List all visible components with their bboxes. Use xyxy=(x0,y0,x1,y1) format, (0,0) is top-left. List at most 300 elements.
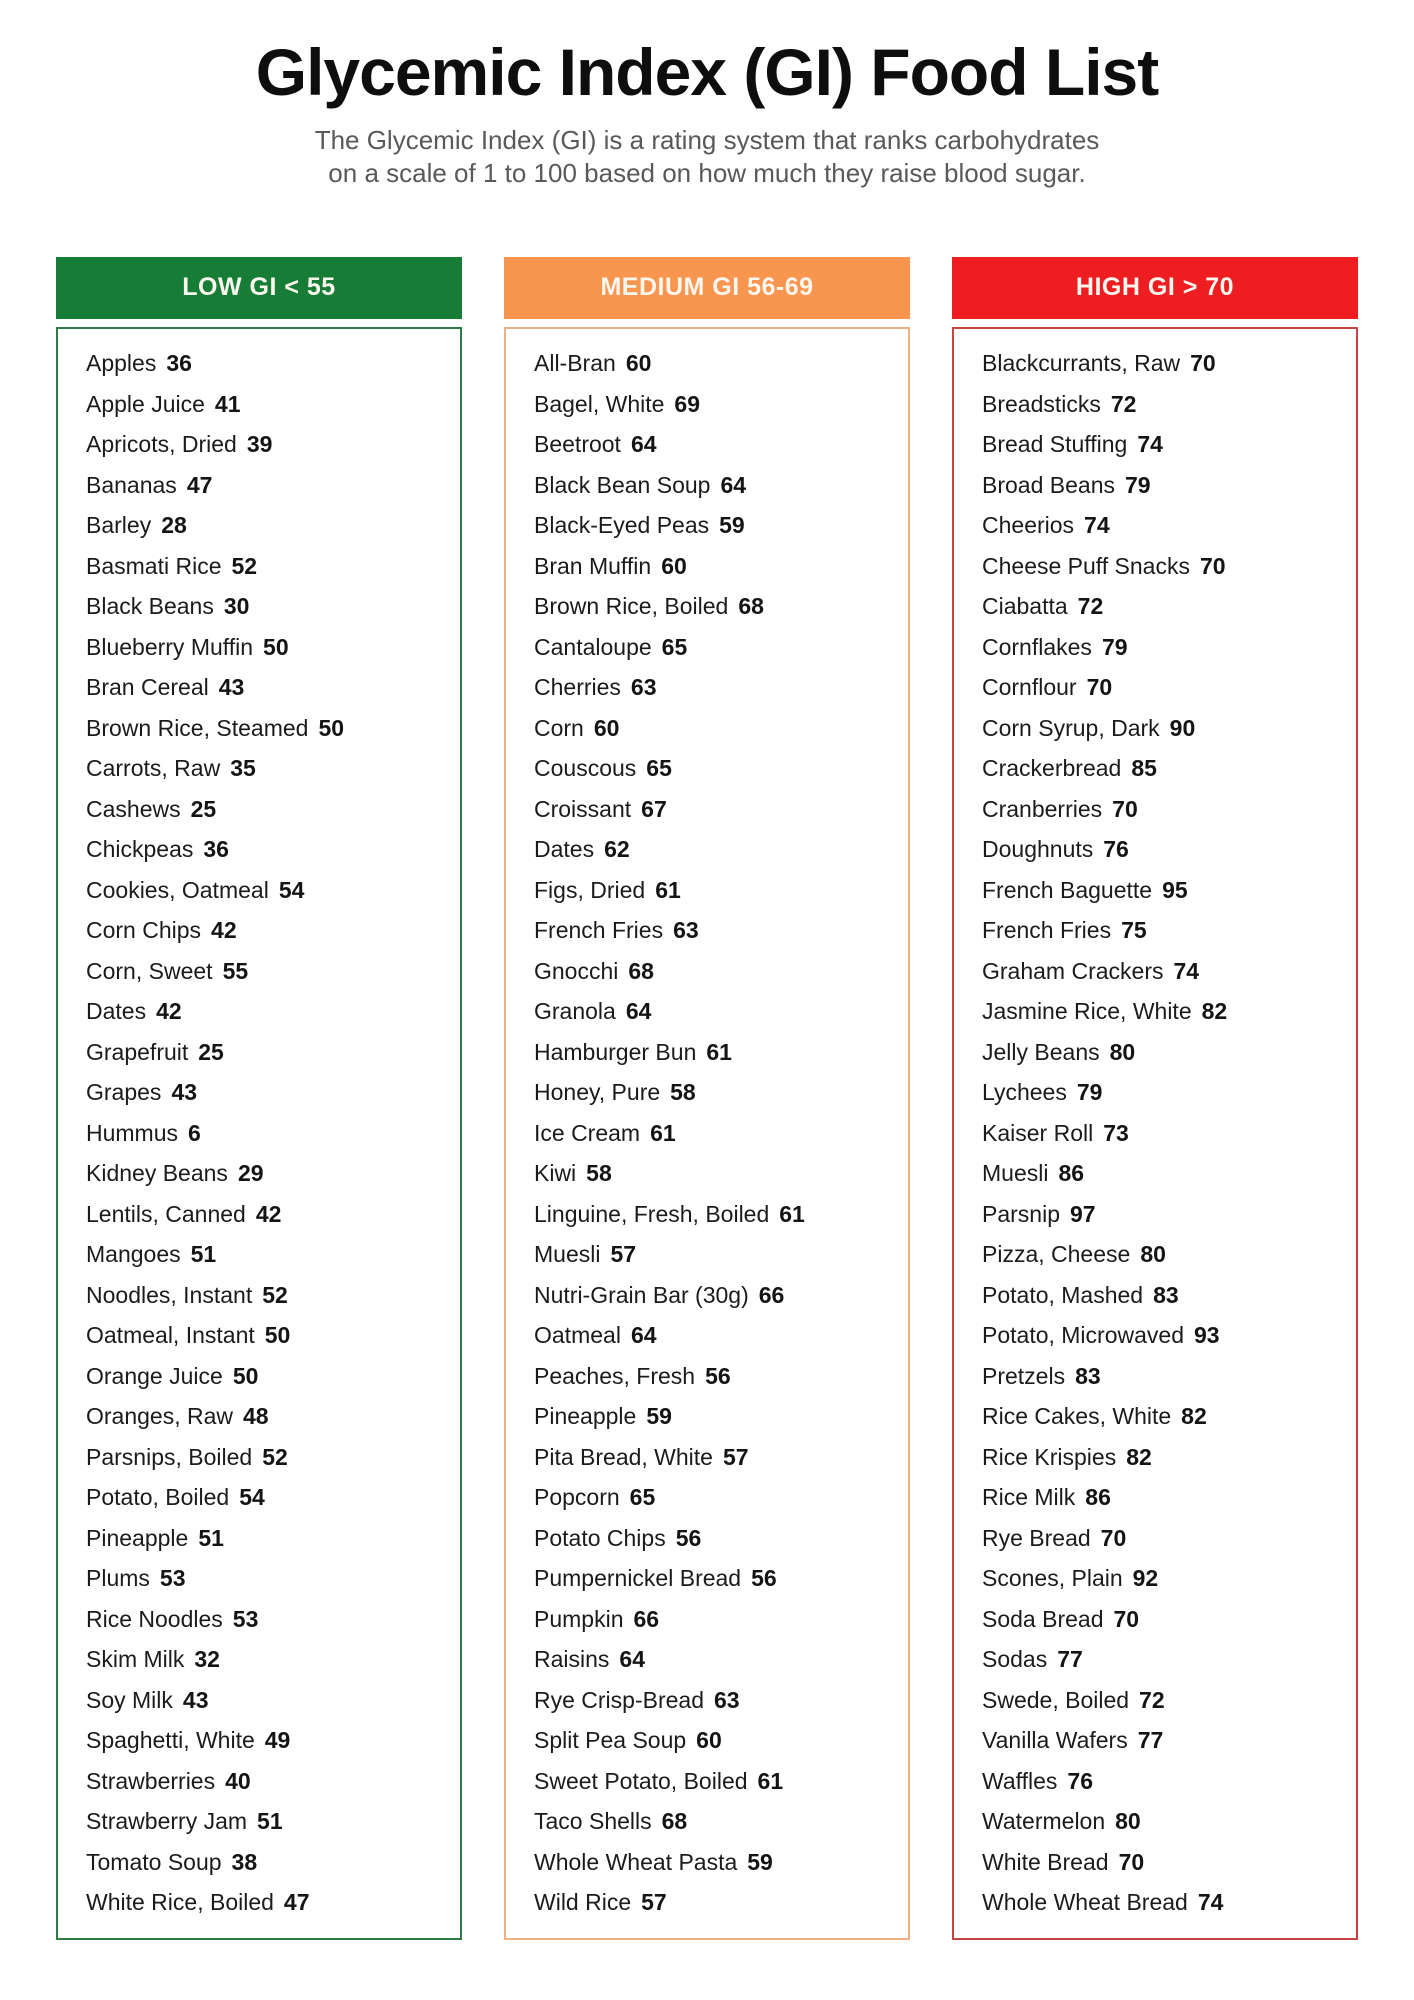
food-item xyxy=(86,593,450,620)
food-item xyxy=(534,1201,898,1228)
food-gi-value: 25 xyxy=(198,1038,224,1065)
food-gi-value: 95 xyxy=(1162,876,1188,903)
food-item xyxy=(86,1849,450,1876)
food-gi-value: 53 xyxy=(232,1605,259,1632)
food-name: Corn Chips xyxy=(86,917,202,944)
food-name: Dates xyxy=(534,836,595,863)
food-name: Parsnip xyxy=(982,1200,1060,1227)
food-gi-value: 36 xyxy=(203,836,229,863)
food-item xyxy=(86,1403,450,1430)
column-box-low xyxy=(56,327,462,1940)
food-name: Split Pea Soup xyxy=(534,1727,687,1754)
column-high-gi xyxy=(952,257,1358,1940)
food-name: Couscous xyxy=(534,755,637,782)
food-item xyxy=(86,1201,450,1228)
food-item xyxy=(982,350,1346,377)
food-name: Corn xyxy=(534,714,584,741)
food-item xyxy=(534,1889,898,1916)
column-box-medium xyxy=(504,327,910,1940)
food-name: French Fries xyxy=(982,917,1112,944)
food-item xyxy=(86,1808,450,1835)
food-gi-value: 80 xyxy=(1109,1038,1136,1065)
food-gi-value: 52 xyxy=(262,1443,288,1470)
food-gi-value: 60 xyxy=(593,714,620,741)
food-item xyxy=(982,755,1346,782)
food-name: Scones, Plain xyxy=(982,1565,1123,1592)
food-item xyxy=(534,674,898,701)
food-item xyxy=(86,391,450,418)
food-item xyxy=(534,1768,898,1795)
food-item xyxy=(86,634,450,661)
food-name: Gnocchi xyxy=(534,957,619,984)
food-gi-value: 64 xyxy=(625,998,652,1025)
food-gi-value: 66 xyxy=(758,1281,785,1308)
food-item xyxy=(534,1282,898,1309)
food-item xyxy=(982,1889,1346,1916)
food-gi-value: 58 xyxy=(670,1079,696,1106)
food-item xyxy=(982,1241,1346,1268)
food-item xyxy=(86,1160,450,1187)
food-name: Chickpeas xyxy=(86,836,194,863)
food-item xyxy=(982,1606,1346,1633)
food-name: French Fries xyxy=(534,917,664,944)
food-name: Ice Cream xyxy=(534,1119,641,1146)
food-name: Cantaloupe xyxy=(534,633,652,660)
food-item xyxy=(534,634,898,661)
food-name: Raisins xyxy=(534,1646,610,1673)
food-item xyxy=(982,1727,1346,1754)
food-item xyxy=(86,1646,450,1673)
food-gi-value: 59 xyxy=(646,1403,672,1430)
food-gi-value: 50 xyxy=(263,633,289,660)
food-gi-value: 64 xyxy=(619,1646,646,1673)
food-item xyxy=(982,1444,1346,1471)
food-name: Hamburger Bun xyxy=(534,1038,697,1065)
food-item xyxy=(534,1646,898,1673)
column-header-low xyxy=(56,257,462,319)
food-name: Strawberry Jam xyxy=(86,1808,248,1835)
food-gi-value: 61 xyxy=(706,1038,732,1065)
food-item xyxy=(86,715,450,742)
food-gi-value: 82 xyxy=(1201,998,1228,1025)
food-gi-value: 70 xyxy=(1118,1848,1145,1875)
food-gi-value: 50 xyxy=(232,1362,259,1389)
food-item xyxy=(534,836,898,863)
food-name: Parsnips, Boiled xyxy=(86,1443,253,1470)
food-name: Ciabatta xyxy=(982,593,1068,620)
food-name: Kiwi xyxy=(534,1160,577,1187)
food-item xyxy=(982,1849,1346,1876)
food-gi-value: 86 xyxy=(1085,1484,1111,1511)
food-gi-value: 70 xyxy=(1113,1605,1140,1632)
food-gi-value: 80 xyxy=(1115,1808,1141,1835)
food-name: Taco Shells xyxy=(534,1808,652,1835)
food-gi-value: 57 xyxy=(722,1443,749,1470)
food-name: Bran Muffin xyxy=(534,552,652,579)
food-item xyxy=(982,593,1346,620)
food-item xyxy=(86,350,450,377)
food-gi-value: 48 xyxy=(243,1403,269,1430)
food-name: Blueberry Muffin xyxy=(86,633,254,660)
food-name: Waffles xyxy=(982,1767,1058,1794)
food-item xyxy=(86,472,450,499)
food-name: Black Bean Soup xyxy=(534,471,711,498)
food-item xyxy=(534,1565,898,1592)
food-gi-value: 61 xyxy=(650,1119,676,1146)
food-name: Soy Milk xyxy=(86,1686,173,1713)
food-item xyxy=(86,1727,450,1754)
food-gi-value: 47 xyxy=(283,1889,310,1916)
food-item xyxy=(534,1484,898,1511)
food-gi-value: 47 xyxy=(186,471,213,498)
food-name: Granola xyxy=(534,998,616,1025)
food-item xyxy=(86,1363,450,1390)
food-item xyxy=(86,958,450,985)
food-item xyxy=(982,877,1346,904)
food-name: Potato, Boiled xyxy=(86,1484,230,1511)
food-item xyxy=(86,1768,450,1795)
food-item xyxy=(86,1282,450,1309)
column-header-high xyxy=(952,257,1358,319)
food-name: Noodles, Instant xyxy=(86,1281,253,1308)
food-gi-value: 56 xyxy=(675,1524,702,1551)
food-item xyxy=(534,917,898,944)
food-name: Rice Milk xyxy=(982,1484,1076,1511)
food-gi-value: 65 xyxy=(661,633,688,660)
food-name: Linguine, Fresh, Boiled xyxy=(534,1200,770,1227)
food-item xyxy=(86,1079,450,1106)
food-item xyxy=(982,674,1346,701)
food-gi-value: 60 xyxy=(661,552,687,579)
food-item xyxy=(86,796,450,823)
food-name: Lychees xyxy=(982,1079,1067,1106)
food-gi-value: 86 xyxy=(1058,1160,1085,1187)
food-name: Rye Crisp-Bread xyxy=(534,1686,704,1713)
food-item xyxy=(982,1808,1346,1835)
food-item xyxy=(982,1565,1346,1592)
food-name: Carrots, Raw xyxy=(86,755,221,782)
food-name: Jelly Beans xyxy=(982,1038,1100,1065)
food-item xyxy=(534,431,898,458)
food-gi-value: 79 xyxy=(1124,471,1151,498)
food-gi-value: 25 xyxy=(190,795,217,822)
food-name: Cornflakes xyxy=(982,633,1092,660)
column-low-gi xyxy=(56,257,462,1940)
food-item xyxy=(534,1606,898,1633)
food-name: Brown Rice, Boiled xyxy=(534,593,729,620)
food-item xyxy=(86,877,450,904)
food-name: White Bread xyxy=(982,1848,1109,1875)
food-gi-value: 43 xyxy=(171,1079,198,1106)
food-name: Cranberries xyxy=(982,795,1103,822)
food-name: Doughnuts xyxy=(982,836,1094,863)
food-item xyxy=(534,1039,898,1066)
food-name: All-Bran xyxy=(534,350,616,377)
food-gi-value: 70 xyxy=(1190,350,1216,377)
food-name: Kidney Beans xyxy=(86,1160,228,1187)
food-name: Cheese Puff Snacks xyxy=(982,552,1190,579)
food-gi-value: 64 xyxy=(720,471,747,498)
food-name: Muesli xyxy=(534,1241,601,1268)
food-gi-value: 76 xyxy=(1103,836,1129,863)
food-item xyxy=(982,1079,1346,1106)
food-gi-value: 57 xyxy=(641,1889,667,1916)
food-item xyxy=(982,472,1346,499)
food-gi-value: 73 xyxy=(1103,1119,1129,1146)
food-name: White Rice, Boiled xyxy=(86,1889,274,1916)
food-name: Sodas xyxy=(982,1646,1048,1673)
food-name: Barley xyxy=(86,512,152,539)
food-name: Apples xyxy=(86,350,157,377)
food-item xyxy=(982,634,1346,661)
food-gi-value: 70 xyxy=(1199,552,1226,579)
food-name: Swede, Boiled xyxy=(982,1686,1130,1713)
food-name: Pretzels xyxy=(982,1362,1066,1389)
food-item xyxy=(86,917,450,944)
food-name: Grapefruit xyxy=(86,1038,189,1065)
food-name: Cashews xyxy=(86,795,181,822)
food-gi-value: 43 xyxy=(218,674,245,701)
food-name: Pumpkin xyxy=(534,1605,624,1632)
food-gi-value: 30 xyxy=(223,593,250,620)
food-gi-value: 54 xyxy=(239,1484,265,1511)
food-item xyxy=(534,715,898,742)
food-gi-value: 32 xyxy=(194,1646,220,1673)
food-item xyxy=(982,1687,1346,1714)
food-item xyxy=(534,350,898,377)
food-item xyxy=(86,1241,450,1268)
food-gi-value: 61 xyxy=(779,1200,805,1227)
food-name: Mangoes xyxy=(86,1241,181,1268)
food-name: Lentils, Canned xyxy=(86,1200,246,1227)
food-item xyxy=(534,1687,898,1714)
column-header-label: HIGH GI > 70 xyxy=(1075,273,1235,302)
food-gi-value: 6 xyxy=(188,1119,201,1146)
food-name: Honey, Pure xyxy=(534,1079,661,1106)
food-item xyxy=(534,1849,898,1876)
food-gi-value: 51 xyxy=(190,1241,217,1268)
food-gi-value: 79 xyxy=(1101,633,1128,660)
food-gi-value: 67 xyxy=(641,795,667,822)
page-title: Glycemic Index (GI) Food List xyxy=(255,35,1159,109)
food-item xyxy=(534,1525,898,1552)
food-gi-value: 74 xyxy=(1137,431,1163,458)
food-item xyxy=(534,877,898,904)
food-item xyxy=(86,1444,450,1471)
food-name: Beetroot xyxy=(534,431,621,458)
food-item xyxy=(982,431,1346,458)
food-name: Potato, Mashed xyxy=(982,1281,1144,1308)
food-name: Cherries xyxy=(534,674,621,701)
food-gi-value: 69 xyxy=(674,390,700,417)
food-item xyxy=(86,755,450,782)
food-item xyxy=(534,1120,898,1147)
food-name: Pineapple xyxy=(86,1524,189,1551)
column-box-high xyxy=(952,327,1358,1940)
food-item xyxy=(982,1646,1346,1673)
food-gi-value: 82 xyxy=(1126,1443,1152,1470)
food-item xyxy=(86,1889,450,1916)
subtitle-line-2: on a scale of 1 to 100 based on how much they raise blood sugar. xyxy=(328,158,1086,189)
food-name: Blackcurrants, Raw xyxy=(982,350,1181,377)
food-list xyxy=(86,337,450,1930)
food-name: Basmati Rice xyxy=(86,552,222,579)
food-name: Bananas xyxy=(86,471,177,498)
food-gi-value: 74 xyxy=(1173,957,1200,984)
food-item xyxy=(982,1525,1346,1552)
food-name: Whole Wheat Pasta xyxy=(534,1848,738,1875)
food-item xyxy=(534,1241,898,1268)
food-gi-value: 92 xyxy=(1132,1565,1159,1592)
food-name: Black-Eyed Peas xyxy=(534,512,710,539)
food-name: Wild Rice xyxy=(534,1889,632,1916)
food-gi-value: 63 xyxy=(630,674,657,701)
food-item xyxy=(534,512,898,539)
food-gi-value: 38 xyxy=(231,1848,258,1875)
food-item xyxy=(982,1322,1346,1349)
food-list xyxy=(534,337,898,1930)
food-gi-value: 62 xyxy=(604,836,630,863)
food-gi-value: 58 xyxy=(586,1160,612,1187)
food-name: Cookies, Oatmeal xyxy=(86,876,269,903)
food-item xyxy=(982,1120,1346,1147)
gi-columns xyxy=(56,257,1358,1940)
food-gi-value: 42 xyxy=(156,998,182,1025)
subtitle-line-1: The Glycemic Index (GI) is a rating system that ranks carbohydrates xyxy=(314,125,1100,155)
food-name: Potato Chips xyxy=(534,1524,666,1551)
food-gi-value: 40 xyxy=(225,1767,251,1794)
food-item xyxy=(86,836,450,863)
food-gi-value: 97 xyxy=(1069,1200,1096,1227)
food-item xyxy=(982,917,1346,944)
food-name: Corn, Sweet xyxy=(86,957,213,984)
food-item xyxy=(982,1160,1346,1187)
food-gi-value: 72 xyxy=(1110,390,1137,417)
food-gi-value: 35 xyxy=(230,755,256,782)
food-item xyxy=(86,998,450,1025)
food-gi-value: 60 xyxy=(696,1727,722,1754)
food-gi-value: 41 xyxy=(214,390,241,417)
column-header-label: LOW GI < 55 xyxy=(182,273,336,302)
food-name: Apricots, Dried xyxy=(86,431,237,458)
food-name: Cheerios xyxy=(982,512,1075,539)
food-item xyxy=(534,391,898,418)
food-gi-value: 56 xyxy=(751,1565,777,1592)
food-gi-value: 28 xyxy=(161,512,187,539)
food-item xyxy=(982,553,1346,580)
food-gi-value: 54 xyxy=(278,876,305,903)
food-name: Oatmeal xyxy=(534,1322,621,1349)
food-name: Rice Noodles xyxy=(86,1605,223,1632)
food-name: Figs, Dried xyxy=(534,876,646,903)
food-name: Jasmine Rice, White xyxy=(982,998,1192,1025)
food-item xyxy=(86,553,450,580)
food-item xyxy=(982,998,1346,1025)
food-name: Watermelon xyxy=(982,1808,1106,1835)
food-gi-value: 85 xyxy=(1131,755,1157,782)
food-item xyxy=(982,1484,1346,1511)
food-item xyxy=(534,472,898,499)
food-gi-value: 68 xyxy=(661,1808,688,1835)
food-gi-value: 70 xyxy=(1100,1524,1127,1551)
food-name: Croissant xyxy=(534,795,632,822)
food-item xyxy=(86,1687,450,1714)
food-name: Bagel, White xyxy=(534,390,665,417)
food-item xyxy=(982,1403,1346,1430)
food-name: Plums xyxy=(86,1565,150,1592)
food-gi-value: 72 xyxy=(1139,1686,1165,1713)
food-gi-value: 65 xyxy=(629,1484,656,1511)
food-item xyxy=(86,1606,450,1633)
food-item xyxy=(982,1282,1346,1309)
food-gi-value: 64 xyxy=(630,431,657,458)
food-name: Breadsticks xyxy=(982,390,1101,417)
food-name: Cornflour xyxy=(982,674,1077,701)
food-item xyxy=(534,1444,898,1471)
food-name: Orange Juice xyxy=(86,1362,223,1389)
food-item xyxy=(982,1201,1346,1228)
food-name: Grapes xyxy=(86,1079,162,1106)
food-item xyxy=(534,755,898,782)
food-name: Rice Cakes, White xyxy=(982,1403,1172,1430)
food-item xyxy=(982,796,1346,823)
food-gi-value: 79 xyxy=(1076,1079,1103,1106)
food-item xyxy=(534,1363,898,1390)
food-name: Apple Juice xyxy=(86,390,205,417)
food-list xyxy=(982,337,1346,1930)
food-gi-value: 43 xyxy=(182,1686,209,1713)
food-item xyxy=(86,1525,450,1552)
food-name: Kaiser Roll xyxy=(982,1119,1094,1146)
food-gi-value: 90 xyxy=(1169,714,1196,741)
food-item xyxy=(86,1322,450,1349)
food-name: Pumpernickel Bread xyxy=(534,1565,742,1592)
food-name: Nutri-Grain Bar (30g) xyxy=(534,1281,749,1308)
food-item xyxy=(534,1808,898,1835)
food-name: Black Beans xyxy=(86,593,214,620)
food-name: Rye Bread xyxy=(982,1524,1091,1551)
food-item xyxy=(86,431,450,458)
food-gi-value: 70 xyxy=(1086,674,1113,701)
food-gi-value: 82 xyxy=(1181,1403,1207,1430)
food-item xyxy=(86,512,450,539)
food-name: Dates xyxy=(86,998,147,1025)
food-gi-value: 61 xyxy=(655,876,681,903)
food-item xyxy=(982,1363,1346,1390)
food-item xyxy=(534,593,898,620)
food-gi-value: 66 xyxy=(633,1605,660,1632)
food-item xyxy=(534,1160,898,1187)
food-item xyxy=(982,1039,1346,1066)
food-gi-value: 74 xyxy=(1084,512,1110,539)
food-gi-value: 83 xyxy=(1153,1281,1179,1308)
food-name: Pizza, Cheese xyxy=(982,1241,1131,1268)
food-gi-value: 63 xyxy=(673,917,699,944)
food-gi-value: 80 xyxy=(1140,1241,1166,1268)
food-gi-value: 55 xyxy=(222,957,249,984)
food-item xyxy=(86,1484,450,1511)
food-item xyxy=(534,1727,898,1754)
food-gi-value: 68 xyxy=(738,593,764,620)
food-gi-value: 63 xyxy=(714,1686,740,1713)
food-name: Rice Krispies xyxy=(982,1443,1117,1470)
food-gi-value: 42 xyxy=(211,917,237,944)
food-name: Brown Rice, Steamed xyxy=(86,714,309,741)
food-item xyxy=(982,391,1346,418)
food-gi-value: 39 xyxy=(246,431,273,458)
food-gi-value: 72 xyxy=(1077,593,1104,620)
page-subtitle xyxy=(0,124,1414,191)
